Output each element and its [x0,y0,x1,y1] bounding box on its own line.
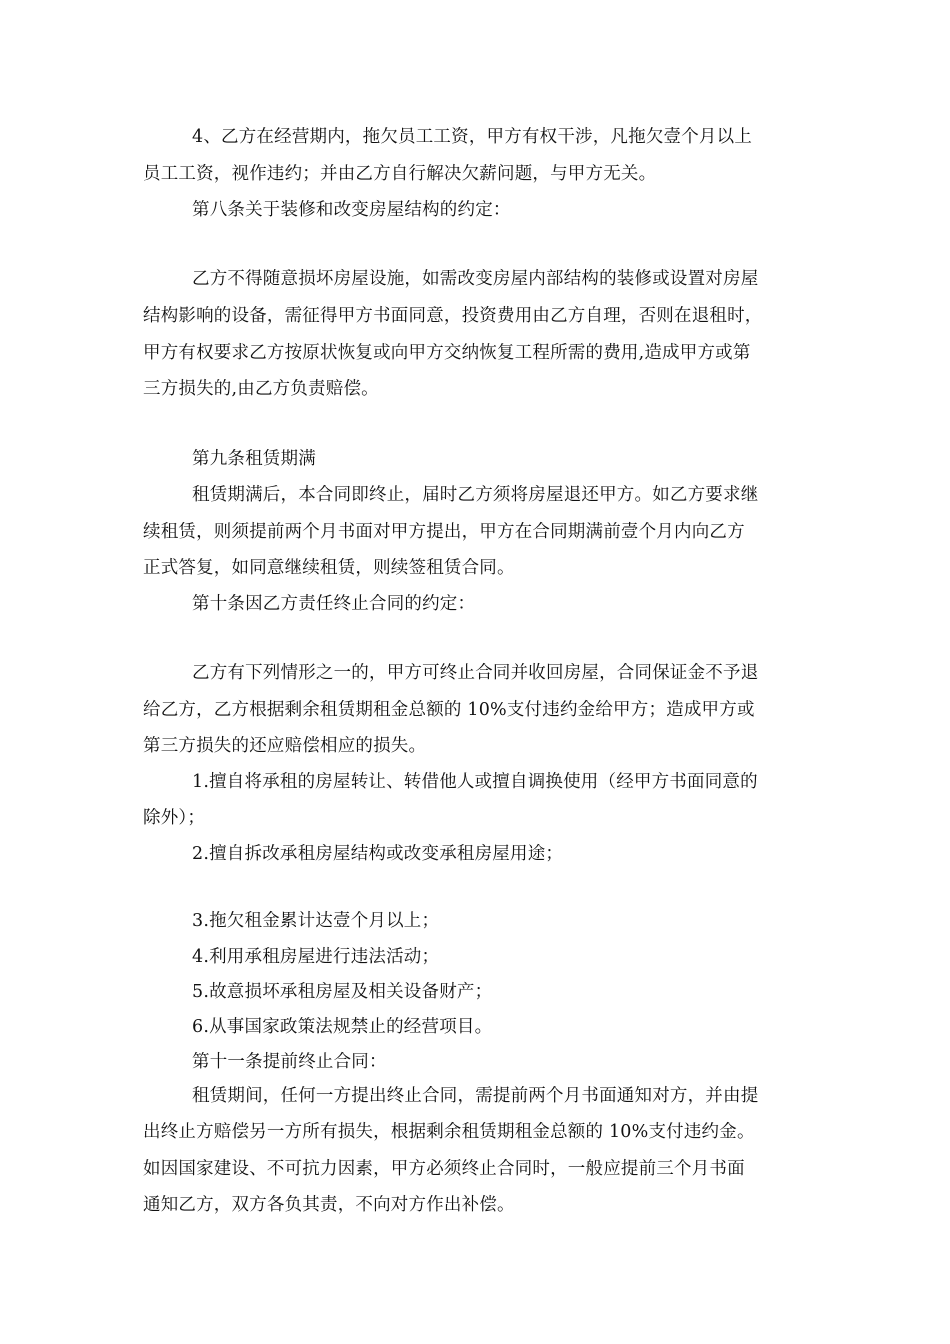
list-item-continuation: 除外）； [143,808,206,828]
paragraph-line: 通知乙方，双方各负其责，不向对方作出补偿。 [143,1195,515,1215]
paragraph-line: 员工工资，视作违约；并由乙方自行解决欠薪问题，与甲方无关。 [143,164,657,184]
section-heading: 第十一条提前终止合同： [192,1052,387,1072]
list-item: 4.利用承租房屋进行违法活动； [192,947,440,967]
section-heading: 第十条因乙方责任终止合同的约定： [192,594,476,614]
paragraph-line: 租赁期满后，本合同即终止，届时乙方须将房屋退还甲方。如乙方要求继 [192,485,759,505]
paragraph-line: 给乙方，乙方根据剩余租赁期租金总额的 10%支付违约金给甲方；造成甲方或 [143,700,755,720]
paragraph-line: 4、乙方在经营期内，拖欠员工工资，甲方有权干涉，凡拖欠壹个月以上 [192,127,753,147]
paragraph-line: 结构影响的设备，需征得甲方书面同意，投资费用由乙方自理，否则在退租时， [143,306,763,326]
paragraph-line: 乙方有下列情形之一的，甲方可终止合同并收回房屋，合同保证金不予退 [192,663,759,683]
paragraph-line: 第三方损失的还应赔偿相应的损失。 [143,736,427,756]
paragraph-line: 甲方有权要求乙方按原状恢复或向甲方交纳恢复工程所需的费用,造成甲方或第 [143,343,751,363]
list-item: 5.故意损坏承租房屋及相关设备财产； [192,982,493,1002]
paragraph-line: 正式答复，如同意继续租赁，则续签租赁合同。 [143,558,515,578]
paragraph-line: 出终止方赔偿另一方所有损失，根据剩余租赁期租金总额的 10%支付违约金。 [143,1122,755,1142]
section-heading: 第九条租赁期满 [192,449,316,469]
list-item: 3.拖欠租金累计达壹个月以上； [192,911,440,931]
list-item: 6.从事国家政策法规禁止的经营项目。 [192,1017,493,1037]
paragraph-line: 乙方不得随意损坏房屋设施，如需改变房屋内部结构的装修或设置对房屋 [192,269,759,289]
list-item: 1.擅自将承租的房屋转让、转借他人或擅自调换使用（经甲方书面同意的 [192,772,758,792]
section-heading: 第八条关于装修和改变房屋结构的约定： [192,200,511,220]
paragraph-line: 续租赁，则须提前两个月书面对甲方提出，甲方在合同期满前壹个月内向乙方 [143,522,745,542]
paragraph-line: 租赁期间，任何一方提出终止合同，需提前两个月书面通知对方，并由提 [192,1086,759,1106]
list-item: 2.擅自拆改承租房屋结构或改变承租房屋用途； [192,844,564,864]
paragraph-line: 三方损失的,由乙方负责赔偿。 [143,379,379,399]
paragraph-line: 如因国家建设、不可抗力因素，甲方必须终止合同时，一般应提前三个月书面 [143,1159,745,1179]
